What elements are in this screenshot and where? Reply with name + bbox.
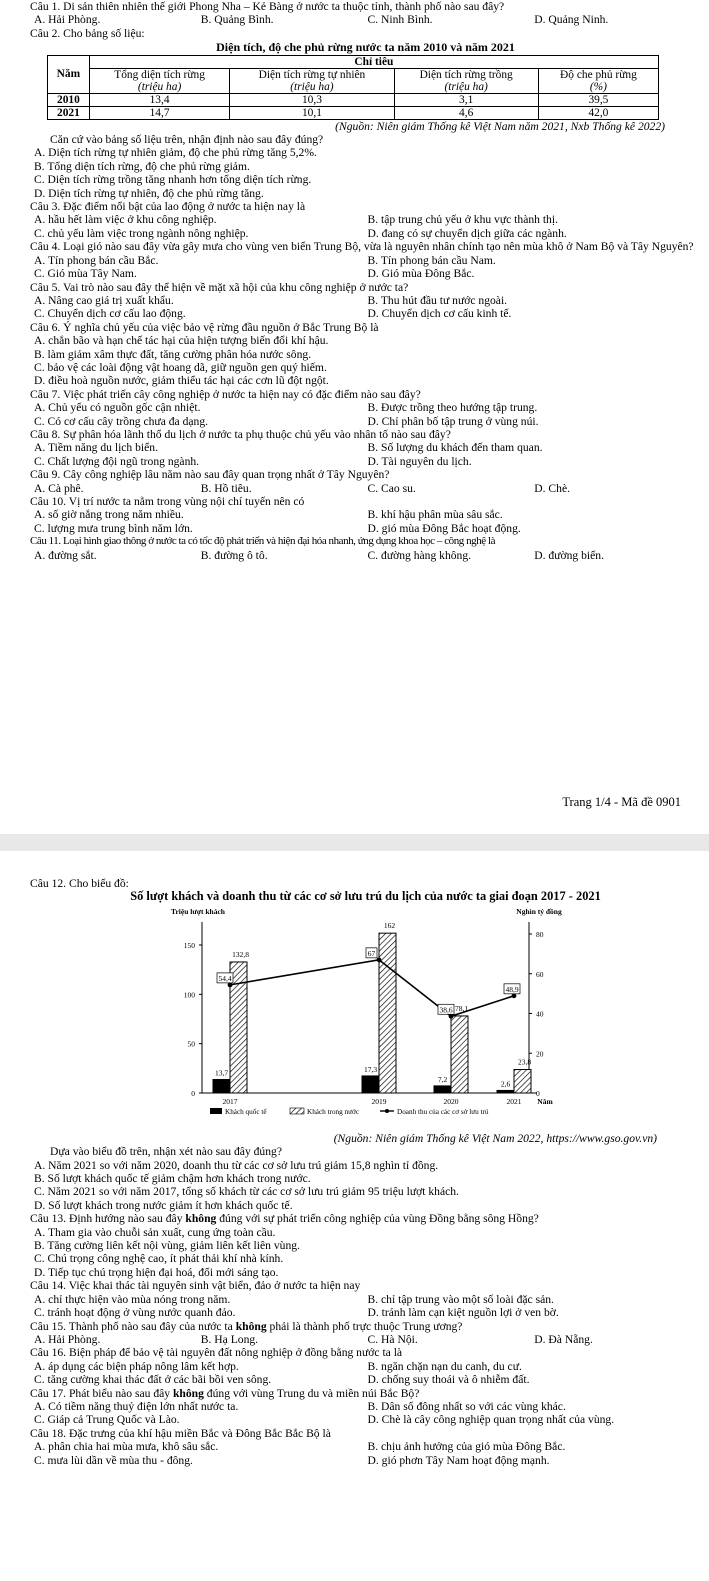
y-right-tick-label: 60: [536, 969, 544, 979]
table-cell: 10,1: [230, 106, 394, 119]
option-b: B. Tín phong bán cầu Nam.: [367, 253, 496, 267]
option-d: D. điều hoà nguồn nước, giảm thiểu tác hại các cơn lũ đột ngột.: [34, 374, 329, 388]
bar-international: [434, 1086, 451, 1093]
question-17: Câu 17. Phát biểu nào sau đây không đúng với vùng Trung du và miền núi Bắc Bộ?: [30, 1386, 420, 1400]
chart-container: [30, 904, 709, 1132]
question-2-intro: Căn cứ vào bảng số liệu trên, nhận định nào sau đây đúng?: [50, 133, 324, 147]
data-label-domestic: 132,8: [232, 949, 249, 959]
table-header-group: Chỉ tiêu: [89, 55, 658, 68]
exam-page-2: [0, 851, 709, 1581]
question-12-intro: Dựa vào biểu đồ trên, nhận xét nào sau đây đúng?: [50, 1145, 282, 1159]
data-label-international: 7,2: [437, 1074, 448, 1084]
option-d: D. tránh làm cạn kiệt nguồn lợi ở ven bờ.: [367, 1306, 559, 1320]
chart-source: (Nguồn: Niên giám Thống kê Việt Nam 2022, https://www.gso.gov.vn): [333, 1131, 657, 1145]
option-b: B. ngăn chặn nạn du canh, du cư.: [367, 1359, 522, 1373]
revenue-line: [230, 960, 514, 1016]
option-a: A. số giờ nắng trong năm nhiều.: [34, 508, 184, 522]
option-b: B. đường ô tô.: [200, 548, 268, 562]
option-a: A. áp dụng các biện pháp nông lâm kết hợp.: [34, 1359, 239, 1373]
option-d: D. Đà Nẵng.: [534, 1332, 593, 1346]
legend-label-revenue: Doanh thu của các cơ sở lưu trú: [397, 1107, 489, 1116]
question-1: [30, 0, 701, 13]
question-11: Câu 11. Loại hình giao thông ở nước ta có tốc độ phát triển và hiện đại hóa nhanh, ứng dụng khoa học – công nghệ là: [30, 535, 496, 548]
table-cell: 10,3: [230, 93, 394, 106]
question-8: Câu 8. Sự phân hóa lãnh thổ du lịch ở nước ta phụ thuộc chủ yếu vào nhân tố nào sau đây?: [30, 427, 451, 441]
y-right-tick-label: 20: [536, 1049, 544, 1059]
question-14: Câu 14. Việc khai thác tài nguyên sinh vật biển, đảo ở nước ta hiện nay: [30, 1279, 361, 1293]
option-d: D. gió mùa Đông Bắc hoạt động.: [367, 521, 521, 535]
table-header-coverage: Độ che phủ rừng (%): [538, 68, 658, 93]
option-a: A. Hải Phòng.: [34, 13, 101, 27]
data-label-domestic: 78,1: [454, 1003, 469, 1013]
legend-swatch-revenue-dot: [385, 1109, 389, 1113]
option-c: C. Ninh Bình.: [367, 13, 433, 27]
option-a: A. đường sắt.: [34, 548, 97, 562]
option-d: D. đường biển.: [534, 548, 604, 562]
table-cell: 13,4: [89, 93, 230, 106]
option-b: B. Thu hút đầu tư nước ngoài.: [367, 293, 508, 307]
bar-domestic: [379, 933, 396, 1093]
legend-label-domestic: Khách trong nước: [307, 1107, 360, 1116]
y-axis-right-label: Nghìn tỷ đồng: [516, 906, 562, 916]
question-3: Câu 3. Đặc điểm nổi bật của lao động ở nước ta hiện nay là: [30, 200, 306, 214]
option-d: D. Chuyển dịch cơ cấu kinh tế.: [367, 307, 512, 321]
option-c: C. Có cơ cấu cây trồng chưa đa dạng.: [34, 414, 209, 428]
option-b: B. Hạ Long.: [200, 1332, 259, 1346]
question-18: Câu 18. Đặc trưng của khí hậu miền Bắc và Đông Bắc Bắc Bộ là: [30, 1426, 331, 1440]
y-left-tick-label: 150: [183, 940, 195, 950]
page-footer: Trang 1/4 - Mã đề 0901: [562, 795, 681, 809]
option-d: D. đang có sự chuyển dịch giữa các ngành.: [367, 226, 567, 240]
option-d: D. gió phơn Tây Nam hoạt động mạnh.: [367, 1453, 550, 1467]
question-4: Câu 4. Loại gió nào sau đây vừa gây mưa cho vùng ven biển Trung Bộ, vừa là nguyên nhân chính tạo nên mùa khô ở Nam Bộ và Tây Nguyên?: [30, 240, 694, 254]
x-tick-label: 2019: [371, 1096, 387, 1106]
data-label-revenue: 48,9: [505, 984, 519, 994]
table-cell: 42,0: [538, 106, 658, 119]
option-d: D. Gió mùa Đông Bắc.: [367, 267, 475, 281]
x-axis-label: Năm: [537, 1096, 553, 1106]
option-d: D. Chè.: [534, 481, 570, 495]
table-cell: 4,6: [394, 106, 538, 119]
page-2-content: [30, 877, 701, 1467]
y-left-tick-label: 50: [187, 1039, 195, 1049]
table-row: [48, 93, 659, 106]
option-b: B. tập trung chủ yếu ở khu vực thành thị.: [367, 213, 558, 227]
question-6: Câu 6. Ý nghĩa chủ yếu của việc bảo vệ rừng đầu nguồn ở Bắc Trung Bộ là: [30, 320, 379, 334]
option-a: A. chắn bão và hạn chế tác hại của hiện tượng biến đổi khí hậu.: [34, 334, 329, 348]
question-12: Câu 12. Cho biểu đồ:: [30, 877, 129, 890]
option-c: C. đường hàng không.: [367, 548, 472, 562]
question-1-stem: Câu 1. Di sản thiên nhiên thế giới Phong Nha – Kẻ Bàng ở nước ta thuộc tỉnh, thành phố nào sau đây?: [30, 0, 505, 13]
question-15: Câu 15. Thành phố nào sau đây của nước ta không phải là thành phố trực thuộc Trung ương?: [30, 1319, 463, 1333]
data-label-revenue: 67: [367, 948, 376, 958]
table-cell: 14,7: [89, 106, 230, 119]
option-c: C. Diện tích rừng trồng tăng nhanh hơn tổng diện tích rừng.: [34, 173, 312, 187]
option-b: B. khí hậu phân mùa sâu sắc.: [367, 508, 503, 522]
data-label-revenue: 54,4: [218, 973, 232, 983]
option-a: A. Năm 2021 so với năm 2020, doanh thu từ các cơ sở lưu trú giảm 15,8 nghìn tỉ đồng.: [34, 1158, 439, 1172]
option-a: A. Có tiềm năng thuỷ điện lớn nhất nước ta.: [34, 1399, 239, 1413]
option-d: D. Chè là cây công nghiệp quan trọng nhất của vùng.: [367, 1413, 615, 1427]
legend-label-international: Khách quốc tế: [225, 1107, 267, 1116]
question-16: Câu 16. Biện pháp để bảo vệ tài nguyên đất nông nghiệp ở đồng bằng nước ta là: [30, 1346, 403, 1360]
option-b: B. Tăng cường liên kết nội vùng, giảm liên kết liên vùng.: [34, 1239, 300, 1253]
legend-swatch-international: [210, 1108, 222, 1114]
chart-title: Số lượt khách và doanh thu từ các cơ sở lưu trú du lịch của nước ta giai đoạn 2017 - 2021: [130, 889, 601, 904]
y-axis-left-label: Triệu lượt khách: [171, 906, 225, 916]
data-label-international: 17,3: [363, 1064, 378, 1074]
legend-swatch-domestic: [290, 1108, 304, 1114]
option-a: A. phân chia hai mùa mưa, khô sâu sắc.: [34, 1440, 219, 1454]
y-right-tick-label: 80: [536, 929, 544, 939]
page-1-content: [30, 0, 701, 562]
forest-data-table: [47, 55, 659, 120]
option-b: B. chịu ảnh hưởng của gió mùa Đông Bắc.: [367, 1440, 566, 1454]
table-title: Diện tích, độ che phủ rừng nước ta năm 2010 và năm 2021: [216, 40, 515, 55]
bar-domestic: [514, 1069, 531, 1092]
option-c: C. Chú trọng công nghệ cao, ít phát thải khí nhà kính.: [34, 1252, 284, 1266]
option-c: C. tăng cường khai thác đất ở các bãi bồi ven sông.: [34, 1373, 272, 1387]
bar-international: [213, 1079, 230, 1093]
option-c: C. Hà Nội.: [367, 1332, 418, 1346]
table-cell: 3,1: [394, 93, 538, 106]
option-c: C. Năm 2021 so với năm 2017, tổng số khách từ các cơ sở lưu trú giảm 95 triệu lượt khách.: [34, 1185, 459, 1199]
data-label-revenue: 38,6: [439, 1005, 453, 1015]
option-b: B. Số lượt khách quốc tế giảm chậm hơn khách trong nước.: [34, 1172, 311, 1186]
option-c: C. chủ yếu làm việc trong ngành nông nghiệp.: [34, 226, 249, 240]
option-a: A. hầu hết làm việc ở khu công nghiệp.: [34, 213, 217, 227]
table-cell: 39,5: [538, 93, 658, 106]
option-b: B. Số lượng du khách đến tham quan.: [367, 441, 543, 455]
table-header-total: Tổng diện tích rừng (triệu ha): [89, 68, 230, 93]
option-a: A. Diện tích rừng tự nhiên giảm, độ che phủ rừng tăng 5,2%.: [34, 146, 317, 160]
x-tick-label: 2021: [506, 1096, 522, 1106]
option-d: D. Số lượt khách trong nước giảm ít hơn khách quốc tế.: [34, 1198, 293, 1212]
option-a: A. Nâng cao giá trị xuất khẩu.: [34, 293, 174, 307]
bar-domestic: [451, 1016, 468, 1093]
data-label-international: 13,7: [214, 1068, 229, 1078]
table-header-natural: Diện tích rừng tự nhiên (triệu ha): [230, 68, 394, 93]
y-right-tick-label: 40: [536, 1009, 544, 1019]
option-d: D. Tiếp tục chú trọng hiện đại hoá, đổi mới sáng tạo.: [34, 1265, 279, 1279]
table-cell: 2021: [48, 106, 90, 119]
option-a: A. Tham gia vào chuỗi sản xuất, cung ứng toàn cầu.: [34, 1225, 276, 1239]
option-c: C. Giáp cả Trung Quốc và Lào.: [34, 1413, 180, 1427]
option-b: B. chỉ tập trung vào một số loài đặc sản.: [367, 1292, 554, 1306]
option-b: B. Dân số đông nhất so với các vùng khác.: [367, 1399, 566, 1413]
option-a: A. Chủ yếu có nguồn gốc cận nhiệt.: [34, 401, 201, 415]
bar-international: [497, 1090, 514, 1093]
option-a: A. chỉ thực hiện vào mùa nóng trong năm.: [34, 1292, 231, 1306]
option-b: B. Quảng Bình.: [200, 13, 274, 27]
question-9: Câu 9. Cây công nghiệp lâu năm nào sau đây quan trọng nhất ở Tây Nguyên?: [30, 468, 390, 482]
option-c: C. lượng mưa trung bình năm lớn.: [34, 521, 193, 535]
option-c: C. Gió mùa Tây Nam.: [34, 267, 137, 281]
option-c: C. mưa lùi dần về mùa thu - đông.: [34, 1453, 193, 1467]
option-c: C. Chất lượng đội ngũ trong ngành.: [34, 454, 200, 468]
option-c: C. tránh hoạt động ở vùng nước quanh đảo.: [34, 1306, 236, 1320]
option-a: A. Tiềm năng du lịch biển.: [34, 441, 158, 455]
data-label-domestic: 162: [383, 920, 396, 930]
table-row: [48, 106, 659, 119]
question-5: Câu 5. Vai trò nào sau đây thể hiện về mặt xã hội của khu công nghiệp ở nước ta?: [30, 280, 409, 294]
data-label-domestic: 23,8: [517, 1057, 532, 1067]
option-c: C. Cao su.: [367, 481, 416, 495]
data-label-international: 2,6: [500, 1079, 511, 1089]
option-d: D. chống suy thoái và ô nhiễm đất.: [367, 1373, 530, 1387]
option-c: C. bảo vệ các loài động vật hoang dã, giữ nguồn gen quý hiếm.: [34, 360, 327, 374]
table-header-planted: Diện tích rừng trồng (triệu ha): [394, 68, 538, 93]
option-b: B. Được trồng theo hướng tập trung.: [367, 401, 538, 415]
option-b: B. Hồ tiêu.: [200, 481, 252, 495]
option-d: D. Quảng Ninh.: [534, 13, 609, 27]
y-right-tick-label: 0: [536, 1088, 540, 1098]
option-a: A. Cà phê.: [34, 481, 84, 495]
y-left-tick-label: 100: [183, 990, 195, 1000]
question-2: Câu 2. Cho bảng số liệu:: [30, 26, 145, 40]
bar-international: [362, 1076, 379, 1093]
option-a: A. Tín phong bán cầu Bắc.: [34, 253, 159, 267]
table-header-year: Năm: [48, 55, 90, 93]
option-d: D. Diện tích rừng tự nhiên, độ che phủ rừng tăng.: [34, 186, 264, 200]
question-13: Câu 13. Định hướng nào sau đây không đúng với sự phát triển công nghiệp của vùng Đồng bằng sông Hồng?: [30, 1212, 539, 1226]
y-left-tick-label: 0: [191, 1088, 195, 1098]
table-source: (Nguồn: Niên giám Thống kê Việt Nam năm 2021, Nxb Thống kê 2022): [335, 119, 665, 133]
page-gap: [0, 834, 709, 851]
x-tick-label: 2020: [443, 1096, 459, 1106]
option-a: A. Hải Phòng.: [34, 1332, 101, 1346]
question-10: Câu 10. Vị trí nước ta nằm trong vùng nội chí tuyến nên có: [30, 495, 305, 508]
combo-chart: [30, 904, 709, 1132]
option-c: C. Chuyển dịch cơ cấu lao động.: [34, 307, 186, 321]
option-d: D. Tài nguyên du lịch.: [367, 454, 472, 468]
option-b: B. làm giảm xâm thực đất, tăng cường phân hóa nước sông.: [34, 347, 312, 361]
question-1-options: [30, 13, 701, 26]
table-cell: 2010: [48, 93, 90, 106]
option-d: D. Chỉ phân bố tập trung ở vùng núi.: [367, 414, 539, 428]
x-tick-label: 2017: [222, 1096, 238, 1106]
option-b: B. Tổng diện tích rừng, độ che phủ rừng giảm.: [34, 159, 250, 173]
question-7: Câu 7. Việc phát triển cây công nghiệp ở nước ta hiện nay có đặc điểm nào sau đây?: [30, 387, 421, 401]
